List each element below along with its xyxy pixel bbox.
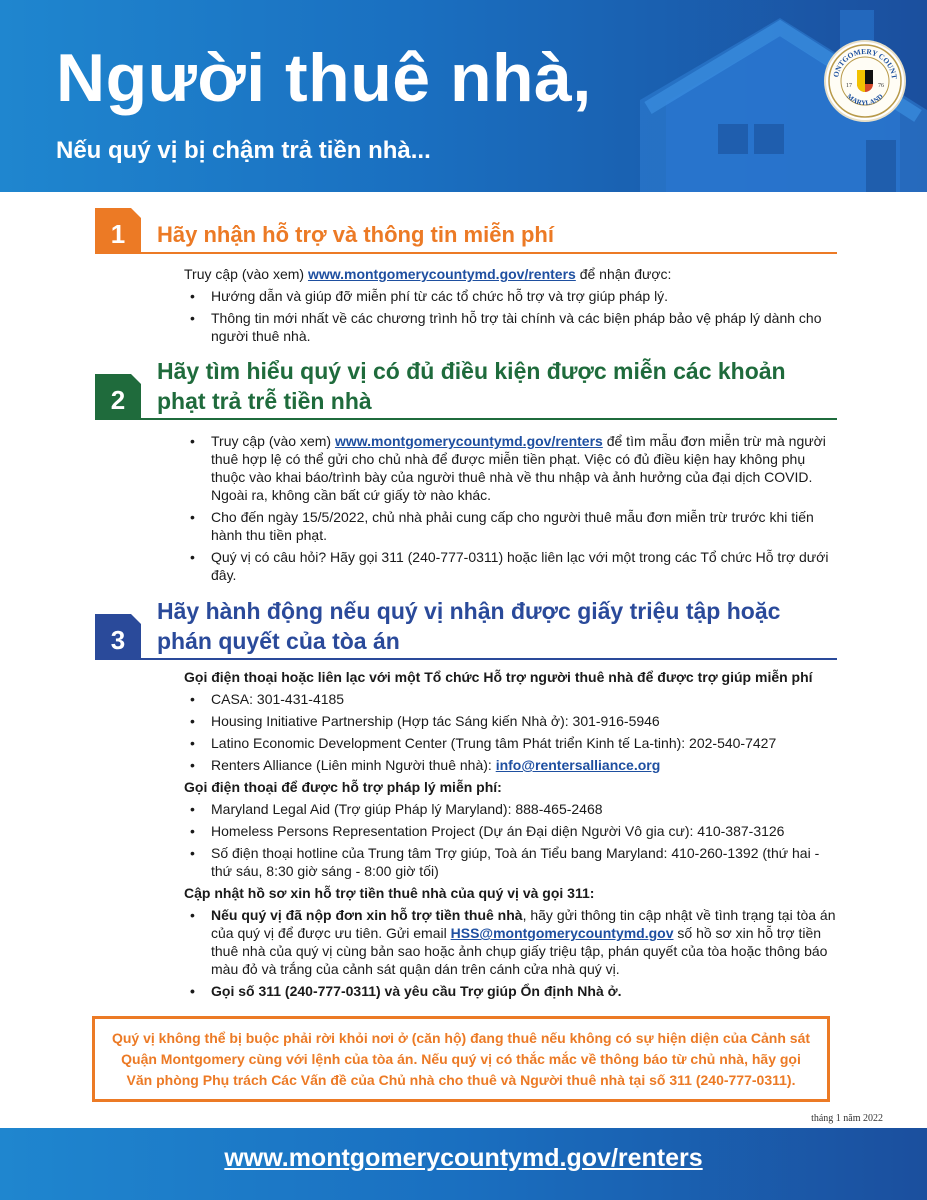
section-2-heading xyxy=(95,356,837,420)
eviction-notice-text: Quý vị không thể bị buộc phải rời khỏi nơi ở (căn hộ) đang thuê nếu không có sự hiện diện của Cảnh sát Quận Montgomery cùng với lệnh của tòa án. Nếu quý vị có thắc mắc về thông báo từ chủ nhà, hãy gọi Văn phòng Phụ trách Các Vấn đề của Chủ nhà cho thuê và Người thuê nhà tại số 311 (240-777-0311). xyxy=(111,1029,811,1088)
list-item: • Gọi số 311 (240-777-0311) và yêu cầu Trợ giúp Ổn định Nhà ở. xyxy=(184,982,840,1000)
tenant-support-heading: Gọi điện thoại hoặc liên lạc với một Tổ chức Hỗ trợ người thuê nhà để được trợ giúp miễn phí xyxy=(184,669,813,685)
list-item: • Nếu quý vị đã nộp đơn xin hỗ trợ tiền thuê nhà, hãy gửi thông tin cập nhật về tình trạng tại tòa án của quý vị để được ưu tiên. Gửi email HSS@montgomerycountymd.gov số hồ sơ xin hỗ trợ tiền thuê nhà của quý vị cùng bản sao hoặc ảnh chụp giấy triệu tập, phán quyết của tòa hoặc thông báo màu đỏ và trắng của cảnh sát quận dán trên cánh cửa nhà quý vị. xyxy=(184,906,840,978)
county-seal-logo xyxy=(824,40,906,122)
section-2-title xyxy=(157,356,786,416)
section-1-heading xyxy=(95,206,837,254)
section-3-title-line-1: Hãy hành động nếu quý vị nhận được giấy triệu tập hoặc xyxy=(157,598,781,624)
section-1-intro: Truy cập (vào xem) www.montgomerycountymd.gov/renters để nhận được: xyxy=(184,266,672,282)
list-item: • Homeless Persons Representation Project (Dự án Đại diện Người Vô gia cư): 410-387-3126 xyxy=(184,822,840,840)
section-3-title-line-2: phán quyết của tòa án xyxy=(157,628,400,654)
svg-text:MONTGOMERY COUNTY: ONTGOMERY COUNT xyxy=(831,46,899,80)
list-item: • Truy cập (vào xem) www.montgomerycountymd.gov/renters để tìm mẫu đơn miễn trừ mà người thuê hợp lệ có thể gửi cho chủ nhà để được miễn tiền phạt. Việc có đủ điều kiện hay không phụ thuộc vào khai báo/trình bày của người thuê nhà về thu nhập và ảnh hưởng của đại dịch COVID. Ngoài ra, không cần bất cứ giấy tờ nào khác. xyxy=(184,432,840,504)
section-2-rule xyxy=(141,418,837,420)
renters-link[interactable]: www.montgomerycountymd.gov/renters xyxy=(307,266,576,282)
footer-renters-link[interactable]: www.montgomerycountymd.gov/renters xyxy=(224,1144,703,1172)
list-item: • Hướng dẫn và giúp đỡ miễn phí từ các tổ chức hỗ trợ và trợ giúp pháp lý. xyxy=(184,287,840,305)
section-1-number-badge: 1 xyxy=(95,208,141,254)
legal-aid-heading: Gọi điện thoại để được hỗ trợ pháp lý miễn phí: xyxy=(184,779,502,795)
header-banner xyxy=(0,0,927,192)
hss-email-link[interactable]: HSS@montgomerycountymd.gov xyxy=(450,925,674,941)
eviction-notice-box xyxy=(92,1016,830,1102)
section-2-title-line-1: Hãy tìm hiểu quý vị có đủ điều kiện được miễn các khoản xyxy=(157,358,786,384)
list-item: • Cho đến ngày 15/5/2022, chủ nhà phải cung cấp cho người thuê mẫu đơn miễn trừ trước khi tiến hành thu tiền phạt. xyxy=(184,508,840,544)
renters-link[interactable]: www.montgomerycountymd.gov/renters xyxy=(334,433,603,449)
list-item: • Housing Initiative Partnership (Hợp tác Sáng kiến Nhà ở): 301-916-5946 xyxy=(184,712,840,730)
section-1-rule xyxy=(141,252,837,254)
section-2-title-line-2: phạt trả trễ tiền nhà xyxy=(157,388,372,414)
list-item: • Số điện thoại hotline của Trung tâm Trợ giúp, Toà án Tiểu bang Maryland: 410-260-1392 (thứ hai - thứ sáu, 8:30 giờ sáng - 8:00 giờ tối) xyxy=(184,844,840,880)
svg-text:17: 17 xyxy=(846,83,852,89)
section-3-number-badge: 3 xyxy=(95,614,141,660)
rent-assistance-heading: Cập nhật hồ sơ xin hỗ trợ tiền thuê nhà của quý vị và gọi 311: xyxy=(184,885,595,901)
publication-date: tháng 1 năm 2022 xyxy=(811,1113,883,1124)
section-1-body xyxy=(184,265,840,349)
list-item: • Latino Economic Development Center (Trung tâm Phát triển Kinh tế La-tinh): 202-540-7427 xyxy=(184,734,840,752)
list-item: • Renters Alliance (Liên minh Người thuê nhà): info@rentersalliance.org xyxy=(184,756,840,774)
svg-text:MARYLAND: MARYLAND xyxy=(845,92,885,108)
list-item: • Thông tin mới nhất về các chương trình hỗ trợ tài chính và các biện pháp bảo vệ pháp lý dành cho người thuê nhà. xyxy=(184,309,840,345)
section-2-number-badge: 2 xyxy=(95,374,141,420)
section-1-title: Hãy nhận hỗ trợ và thông tin miễn phí xyxy=(157,222,554,247)
section-2-body xyxy=(184,432,840,588)
seal-graphic xyxy=(826,42,904,120)
section-3-heading xyxy=(95,596,837,660)
section-3-title xyxy=(157,596,780,656)
list-item: • Quý vị có câu hỏi? Hãy gọi 311 (240-777-0311) hoặc liên lạc với một trong các Tổ chức Hỗ trợ dưới đây. xyxy=(184,548,840,584)
svg-text:76: 76 xyxy=(878,83,884,89)
section-3-body xyxy=(184,668,840,1004)
page-subtitle: Nếu quý vị bị chậm trả tiền nhà... xyxy=(56,137,431,164)
list-item: • Maryland Legal Aid (Trợ giúp Pháp lý Maryland): 888-465-2468 xyxy=(184,800,840,818)
list-item: • CASA: 301-431-4185 xyxy=(184,690,840,708)
footer-banner xyxy=(0,1128,927,1200)
page-title: Người thuê nhà, xyxy=(56,40,592,116)
section-3-rule xyxy=(141,658,837,660)
renters-alliance-email-link[interactable]: info@rentersalliance.org xyxy=(495,757,661,773)
